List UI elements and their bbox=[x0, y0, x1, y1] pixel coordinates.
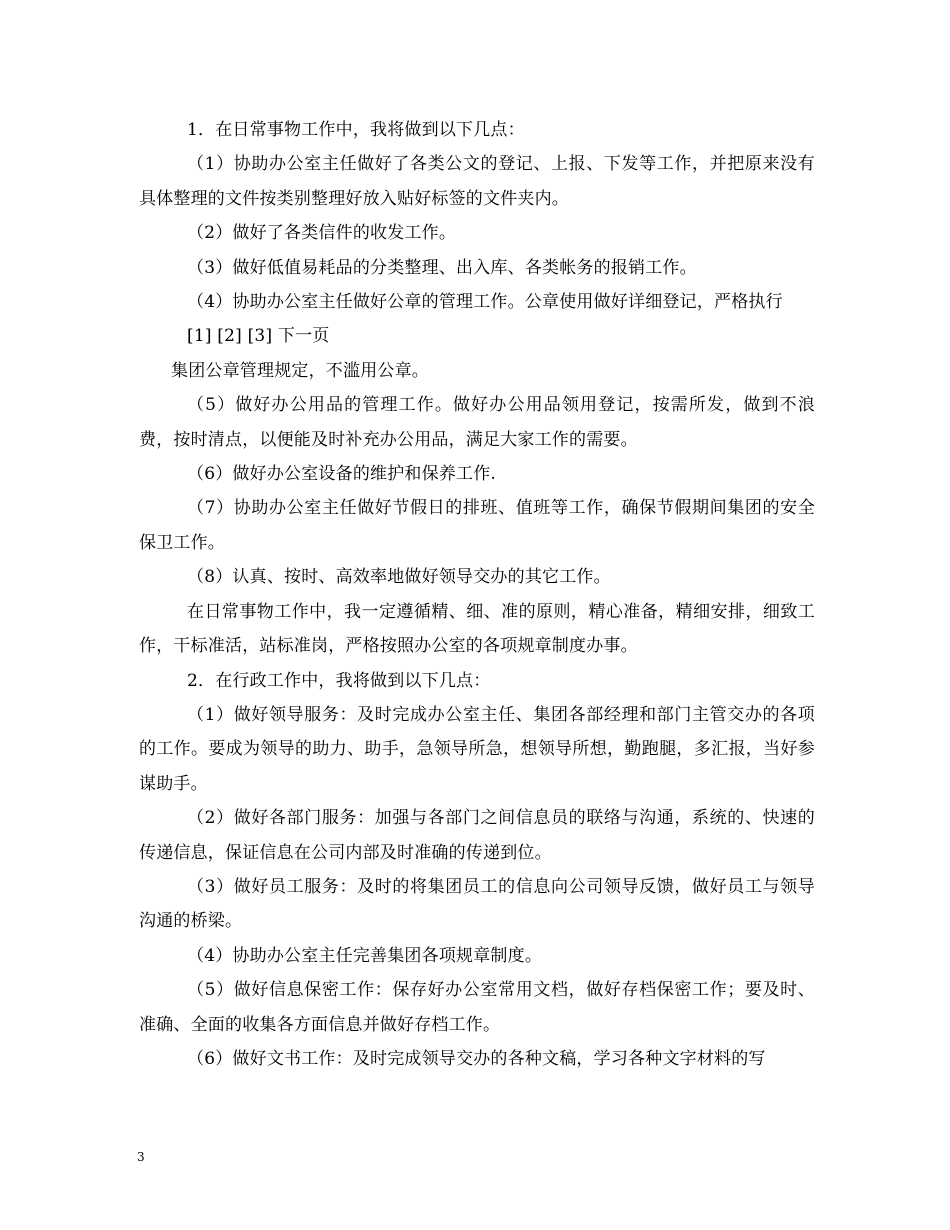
paragraph-section-2-heading: 2．在行政工作中，我将做到以下几点： bbox=[187, 670, 491, 691]
paragraph-item-7: （7）协助办公室主任做好节假日的排班、值班等工作，确保节假期间集团的安全保卫工作。 bbox=[139, 498, 815, 553]
paragraph-item-8: （8）认真、按时、高效率地做好领导交办的其它工作。 bbox=[187, 567, 611, 588]
paragraph-section-1-heading: 1．在日常事物工作中，我将做到以下几点： bbox=[187, 120, 525, 140]
paragraph-item-1: （1）协助办公室主任做好了各类公文的登记、上报、下发等工作，并把原来没有具体整理的文件按类别整理好放入贴好标签的文件夹内。 bbox=[139, 154, 815, 209]
document-body bbox=[139, 113, 815, 1076]
page-link-1[interactable]: [1] bbox=[187, 326, 212, 347]
paragraph-admin-item-1: （1）做好领导服务：及时完成办公室主任、集团各部经理和部门主管交办的各项的工作。要成为领导的助力、助手，急领导所急，想领导所想，勤跑腿，多汇报，当好参谋助手。 bbox=[139, 704, 815, 794]
page-link-2[interactable]: [2] bbox=[217, 326, 242, 347]
paragraph-continuation: 集团公章管理规定，不滥用公章。 bbox=[171, 360, 429, 381]
paragraph-item-2: （2）做好了各类信件的收发工作。 bbox=[187, 223, 457, 244]
paragraph-admin-item-3: （3）做好员工服务：及时的将集团员工的信息向公司领导反馈，做好员工与领导沟通的桥梁。 bbox=[139, 876, 815, 932]
paragraph-summary: 在日常事物工作中，我一定遵循精、细、准的原则，精心准备，精细安排，细致工作，干标准活，站标准岗，严格按照办公室的各项规章制度办事。 bbox=[139, 601, 815, 657]
pagination bbox=[139, 319, 815, 353]
page-number: 3 bbox=[137, 1150, 145, 1164]
paragraph-admin-item-2: （2）做好各部门服务：加强与各部门之间信息员的联络与沟通，系统的、快速的传递信息，保证信息在公司内部及时准确的传递到位。 bbox=[139, 808, 815, 863]
page-link-3[interactable]: [3] bbox=[247, 326, 273, 347]
paragraph-item-6: （6）做好办公室设备的维护和保养工作. bbox=[187, 464, 497, 485]
paragraph-admin-item-4: （4）协助办公室主任完善集团各项规章制度。 bbox=[187, 945, 543, 966]
next-page-link[interactable]: 下一页 bbox=[277, 326, 330, 347]
paragraph-admin-item-6: （6）做好文书工作：及时完成领导交办的各种文稿，学习各种文字材料的写 bbox=[187, 1048, 766, 1069]
paragraph-item-5: （5）做好办公用品的管理工作。做好办公用品领用登记，按需所发，做到不浪费，按时清点，以便能及时补充办公用品，满足大家工作的需要。 bbox=[139, 395, 815, 450]
paragraph-item-4: （4）协助办公室主任做好公章的管理工作。公章使用做好详细登记，严格执行 bbox=[187, 292, 783, 313]
paragraph-item-3: （3）做好低值易耗品的分类整理、出入库、各类帐务的报销工作。 bbox=[187, 257, 697, 278]
paragraph-admin-item-5: （5）做好信息保密工作：保存好办公室常用文档，做好存档保密工作；要及时、准确、全面的收集各方面信息并做好存档工作。 bbox=[139, 980, 815, 1035]
